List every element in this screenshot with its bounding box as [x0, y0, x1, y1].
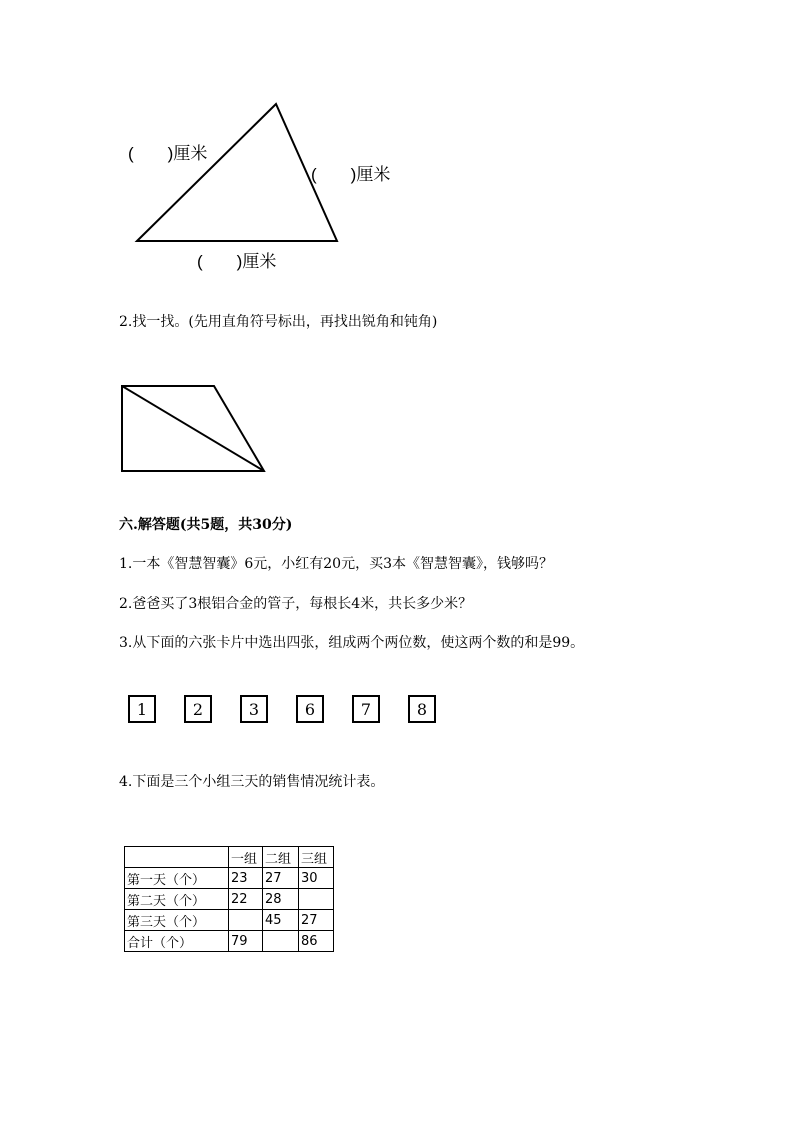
- table-cell: [229, 910, 263, 931]
- trapezoid-figure: [0, 0, 794, 500]
- section-6-question-3: 3.从下面的六张卡片中选出四张，组成两个两位数，使这两个数的和是99。: [119, 635, 585, 651]
- table-header-cell: 三组: [299, 847, 334, 868]
- table-header-cell: 一组: [229, 847, 263, 868]
- section-6-question-4: 4.下面是三个小组三天的销售情况统计表。: [119, 774, 385, 790]
- table-header-cell: [125, 847, 229, 868]
- table-row-label: 第二天（个）: [125, 889, 229, 910]
- number-card: 8: [408, 695, 436, 723]
- table-row: [125, 931, 334, 952]
- table-cell: 30: [299, 868, 334, 889]
- table-row: [125, 868, 334, 889]
- number-card: 2: [184, 695, 212, 723]
- table-cell: 79: [229, 931, 263, 952]
- table-header-row: [125, 847, 334, 868]
- table-cell: 27: [299, 910, 334, 931]
- table-row: [125, 910, 334, 931]
- triangle-left-side-label: ( )厘米: [128, 144, 208, 163]
- table-cell: 28: [263, 889, 299, 910]
- table-row: [125, 889, 334, 910]
- table-row-label: 第一天（个）: [125, 868, 229, 889]
- table-cell: 27: [263, 868, 299, 889]
- table-cell: [263, 931, 299, 952]
- number-card: 3: [240, 695, 268, 723]
- section-6-heading: 六.解答题(共5题，共30分): [119, 517, 293, 533]
- table-row-label: 第三天（个）: [125, 910, 229, 931]
- trapezoid-diagonal: [122, 386, 264, 471]
- section-6-question-1: 1.一本《智慧智囊》6元，小红有20元，买3本《智慧智囊》，钱够吗？: [119, 556, 553, 572]
- sales-stats-table: [124, 846, 334, 952]
- table-cell: 23: [229, 868, 263, 889]
- triangle-bottom-side-label: ( )厘米: [197, 252, 277, 271]
- section-6-question-2: 2.爸爸买了3根铝合金的管子，每根长4米，共长多少米？: [119, 596, 473, 612]
- table-cell: 22: [229, 889, 263, 910]
- number-card: 7: [352, 695, 380, 723]
- number-card: 6: [296, 695, 324, 723]
- table-cell: 86: [299, 931, 334, 952]
- table-cell: [299, 889, 334, 910]
- triangle-right-side-label: ( )厘米: [311, 165, 391, 184]
- table-cell: 45: [263, 910, 299, 931]
- question-2-text: 2.找一找。(先用直角符号标出，再找出锐角和钝角): [119, 314, 438, 330]
- table-row-label: 合计（个）: [125, 931, 229, 952]
- table-header-cell: 二组: [263, 847, 299, 868]
- number-card: 1: [128, 695, 156, 723]
